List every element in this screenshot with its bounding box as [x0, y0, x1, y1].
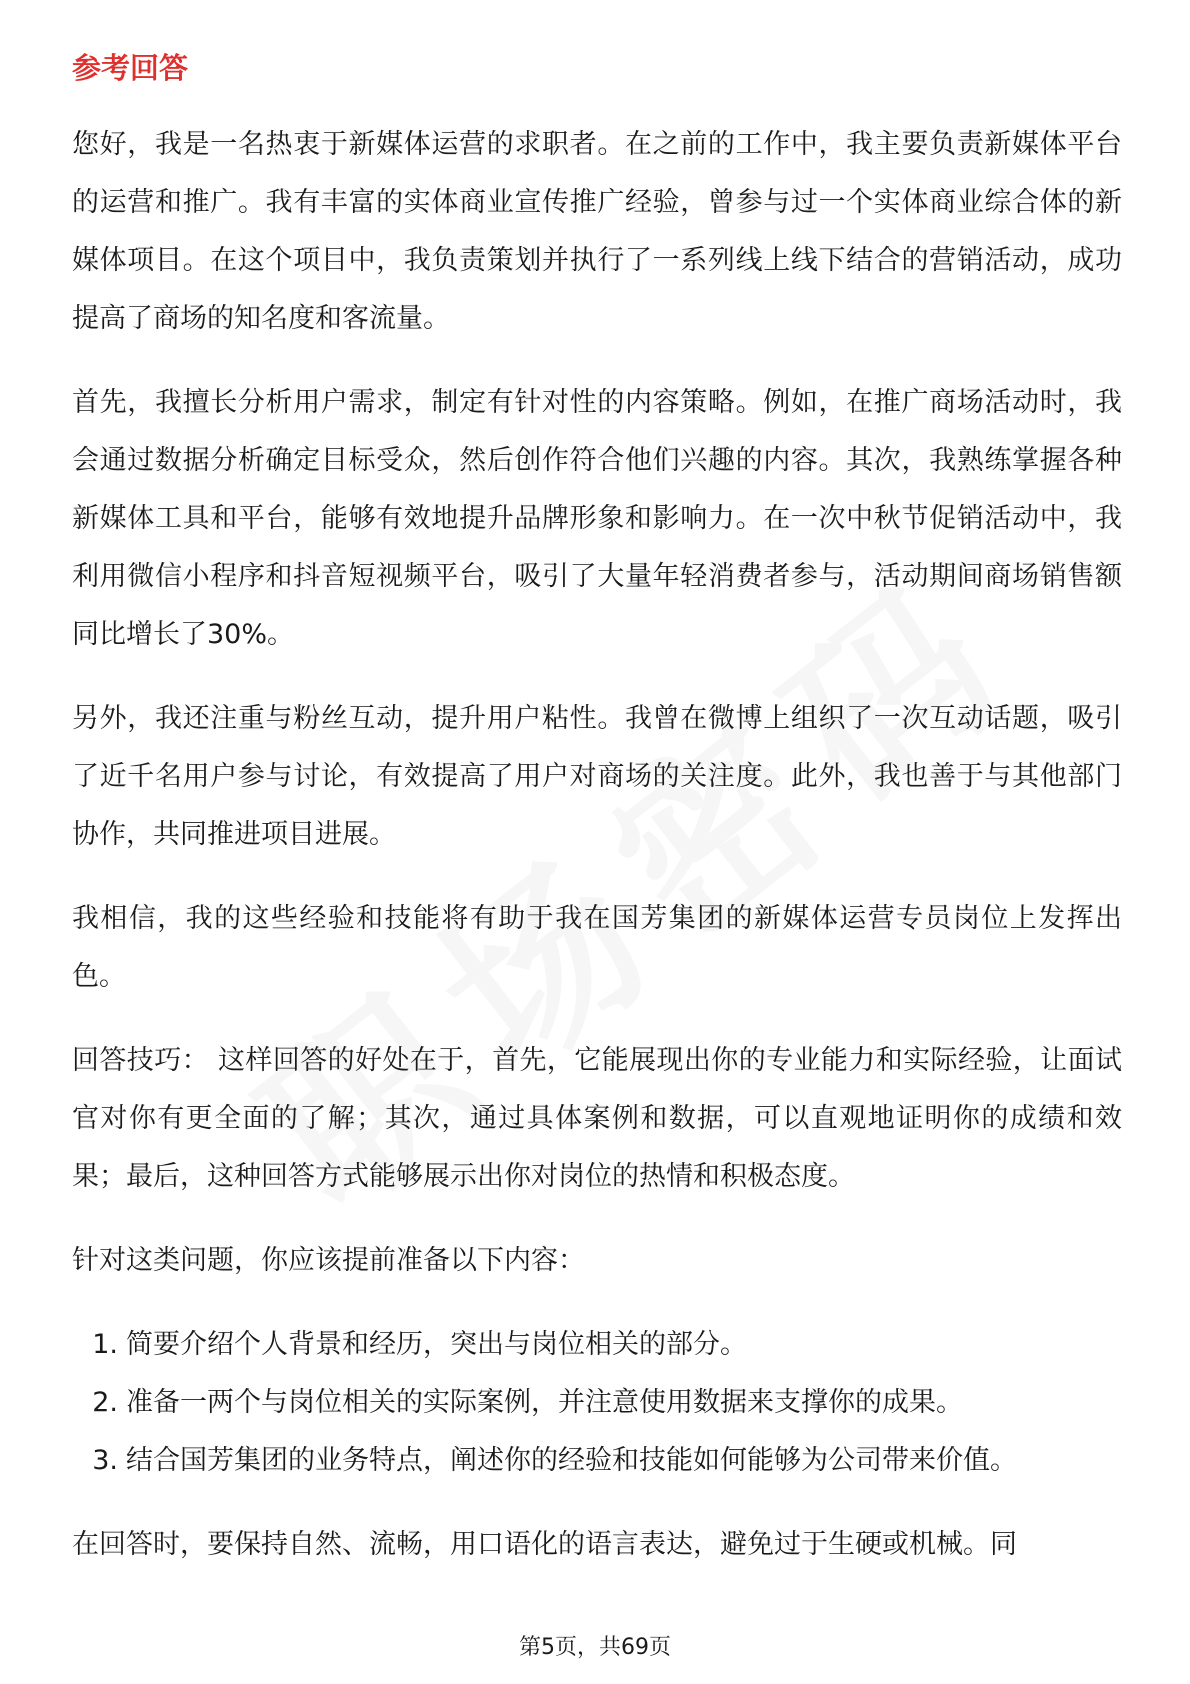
list-item [72, 1432, 1122, 1490]
preparation-list [72, 1316, 1122, 1490]
page-number-footer: 第5页，共69页 [519, 1635, 671, 1660]
list-item [72, 1374, 1122, 1432]
list-item-number: 3. [92, 1445, 118, 1476]
list-item-text: 简要介绍个人背景和经历，突出与岗位相关的部分。 [126, 1329, 747, 1360]
paragraph-skills: 首先，我擅长分析用户需求，制定有针对性的内容策略。例如，在推广商场活动时，我会通过数据分析确定目标受众，然后创作符合他们兴趣的内容。其次，我熟练掌握各种新媒体工具和平台，能够有效地提升品牌形象和影响力。在一次中秋节促销活动中，我利用微信小程序和抖音短视频平台，吸引了大量年轻消费者参与，活动期间商场销售额同比增长了30%。 [72, 387, 1122, 650]
paragraph-answer-tips: 回答技巧： 这样回答的好处在于，首先，它能展现出你的专业能力和实际经验，让面试官对你有更全面的了解；其次，通过具体案例和数据，可以直观地证明你的成绩和效果；最后，这种回答方式能够展示出你对岗位的热情和积极态度。 [72, 1045, 1122, 1192]
paragraph-preparation-intro: 针对这类问题，你应该提前准备以下内容： [72, 1245, 585, 1276]
paragraph-conclusion: 我相信，我的这些经验和技能将有助于我在国芳集团的新媒体运营专员岗位上发挥出色。 [72, 903, 1122, 992]
page-content [72, 48, 1122, 1574]
list-item-number: 1. [92, 1329, 118, 1360]
section-heading: 参考回答 [72, 51, 189, 85]
list-item-text: 结合国芳集团的业务特点，阐述你的经验和技能如何能够为公司带来价值。 [126, 1445, 1017, 1476]
paragraph-engagement: 另外，我还注重与粉丝互动，提升用户粘性。我曾在微博上组织了一次互动话题，吸引了近千名用户参与讨论，有效提高了用户对商场的关注度。此外，我也善于与其他部门协作，共同推进项目进展。 [72, 703, 1122, 850]
list-item-number: 2. [92, 1387, 118, 1418]
list-item-text: 准备一两个与岗位相关的实际案例，并注意使用数据来支撑你的成果。 [126, 1387, 963, 1418]
paragraph-intro: 您好，我是一名热衷于新媒体运营的求职者。在之前的工作中，我主要负责新媒体平台的运营和推广。我有丰富的实体商业宣传推广经验，曾参与过一个实体商业综合体的新媒体项目。在这个项目中，我负责策划并执行了一系列线上线下结合的营销活动，成功提高了商场的知名度和客流量。 [72, 129, 1122, 334]
paragraph-delivery-advice: 在回答时，要保持自然、流畅，用口语化的语言表达，避免过于生硬或机械。同 [72, 1529, 1017, 1560]
list-item [72, 1316, 1122, 1374]
